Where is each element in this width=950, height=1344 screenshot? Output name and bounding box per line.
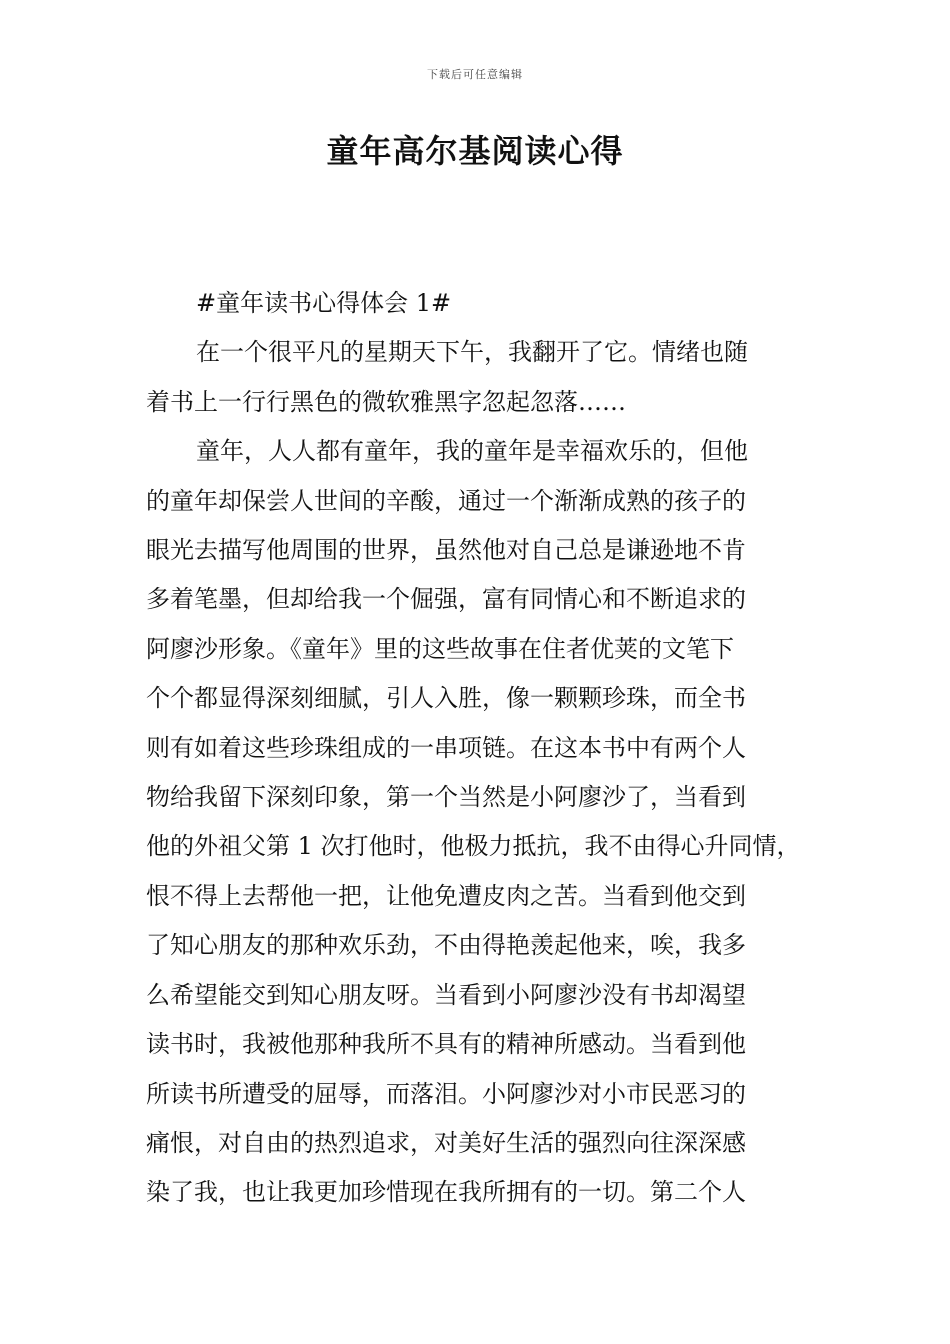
paragraph-1: [146, 328, 810, 427]
text-line: #童年读书心得体会 1#: [196, 289, 452, 317]
text-line: 阿廖沙形象。《童年》里的这些故事在住者优荚的文笔下: [146, 634, 734, 663]
text-line: 了知心朋友的那种欢乐劲，不由得艳羡起他来，唉，我多: [146, 931, 746, 960]
document-title: 童年高尔基阅读心得: [326, 132, 624, 170]
text-line: 则有如着这些珍珠组成的一串项链。在这本书中有两个人: [146, 733, 746, 762]
text-line: 恨不得上去帮他一把，让他免遭皮肉之苦。当看到他交到: [146, 881, 746, 910]
text-line: 物给我留下深刻印象，第一个当然是小阿廖沙了，当看到: [146, 783, 746, 812]
text-line: 在一个很平凡的星期天下午，我翻开了它。情绪也随: [196, 338, 748, 367]
text-line: 多着笔墨，但却给我一个倔强，富有同情心和不断追求的: [146, 585, 746, 614]
section-heading: [146, 279, 810, 328]
text-line: 染了我，也让我更加珍惜现在我所拥有的一切。第二个人: [146, 1178, 746, 1207]
text-line: 眼光去描写他周围的世界，虽然他对自己总是谦逊地不肯: [146, 536, 746, 565]
text-line: 所读书所遭受的屈辱，而落泪。小阿廖沙对小市民恶习的: [146, 1079, 746, 1108]
document-body: [146, 279, 810, 1218]
text-line: 么希望能交到知心朋友呀。当看到小阿廖沙没有书却渴望: [146, 980, 746, 1009]
text-line: 童年，人人都有童年，我的童年是幸福欢乐的，但他: [196, 437, 748, 466]
text-line: 读书时，我被他那种我所不具有的精神所感动。当看到他: [146, 1030, 746, 1059]
text-line: 着书上一行行黑色的微软雅黑字忽起忽落……: [146, 387, 626, 416]
header-note: 下载后可任意编辑: [427, 68, 523, 81]
text-line: 的童年却保尝人世间的辛酸，通过一个渐渐成熟的孩子的: [146, 486, 746, 515]
text-line: 个个都显得深刻细腻，引人入胜，像一颗颗珍珠，而全书: [146, 684, 746, 713]
text-line: 痛恨，对自由的热烈追求，对美好生活的强烈向往深深感: [146, 1128, 746, 1157]
text-line: 他的外祖父第 1 次打他时，他极力抵抗，我不由得心升同情，: [146, 832, 801, 861]
paragraph-2: [146, 427, 810, 1218]
